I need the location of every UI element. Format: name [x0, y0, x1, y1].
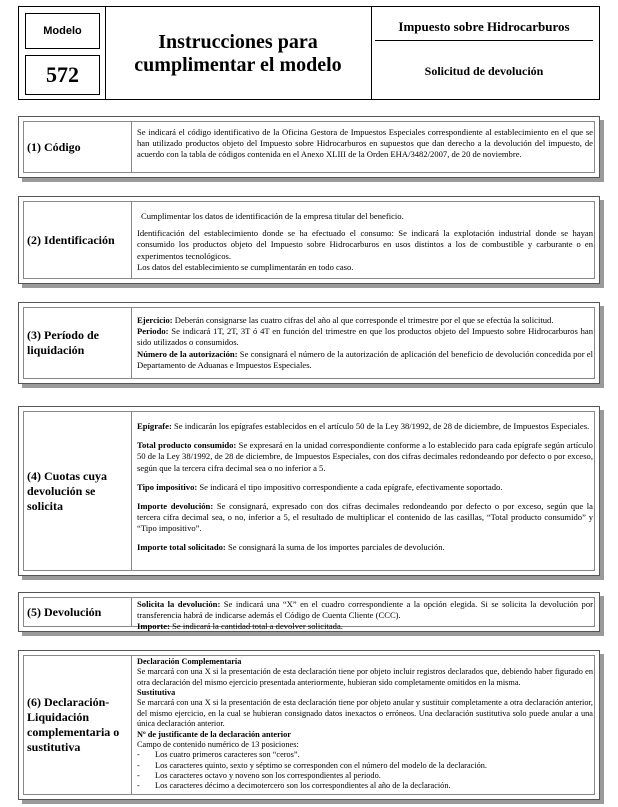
section-label: (6) Declaración-Liquidación complementaria o sustitutiva — [27, 695, 120, 754]
section-identificacion — [18, 196, 600, 284]
form-header — [18, 6, 600, 100]
section-text: Declaración Complementaria Se marcará con una X si la presentación de esta declaración tiene por objeto incluir registros declarados que, debiendo haber figurado en otra declaración del mismo ejercicio presentada anteriormente, hubieran sido completamente omitidos en la misma. Sustitutiva Se marcará con una X si la presentación de esta declaración tiene por objeto anular y sustituir completamente a otra declaración anterior, del mismo ejercicio, en la cual se hubieran consignado datos inexactos o erróneos. Una declaración sustitutiva solo puede anular a una única declaración anterior. Nº de justificante de la declaración anterior Campo de contenido numérico de 13 posiciones: - Los cuatro primeros caracteres son “ceros”. - Los caracteres quinto, sexto y séptimo se corresponden con el número del modelo de la declaración. - Los caracteres octavo y noveno son los correspondientes al periodo. - Los caracteres décimo a decimotercero son los correspondientes al año de la declaración. — [131, 655, 593, 795]
section-devolucion — [18, 592, 600, 632]
list-item: - Los cuatro primeros caracteres son “ceros”. — [137, 750, 300, 760]
list-item: - Los caracteres décimo a decimotercero son los correspondientes al año de la declaración. — [137, 781, 451, 791]
page-title: Instrucciones para cumplimentar el modelo — [134, 31, 342, 76]
section-label: (5) Devolución — [27, 604, 102, 619]
document-type: Solicitud de devolución — [424, 63, 544, 78]
section-label: (1) Código — [27, 139, 81, 154]
section-cuotas — [18, 406, 600, 576]
section-text: Se indicará el código identificativo de la Oficina Gestora de Impuestos Especiales correspondiente al establecimiento en el que se han utilizado productos objeto del Impuesto sobre Hidrocarburos en supuestos que dan derecho a la devolución del impuesto, de acuerdo con la tabla de códigos contenida en el Anexo XLIII de la Orden EHA/3482/2007, de 20 de noviembre. — [131, 121, 593, 173]
section-text: Ejercicio: Deberán consignarse las cuatro cifras del año al que corresponde el trimestre por el que se efectúa la solicitud. Periodo: Se indicará 1T, 2T, 3T ó 4T en función del trimestre en que los productos objeto del Impuesto sobre Hidrocarburos han sido utilizados o consumidos. Número de la autorización: Se consignará el número de la autorización de aplicación del beneficio de devolución concedida por el Departamento de Aduanas e Impuestos Especiales. — [131, 307, 593, 379]
section-codigo — [18, 116, 600, 178]
section-text: Solicita la devolución: Se indicará una “X” en el cuadro correspondiente a la opción elegida. Si se solicita la devolución por transferencia habrá de indicarse además el Código de Cuenta Cliente (CCC). Importe: Se indicará la cantidad total a devolver solicitada. — [131, 597, 593, 627]
section-label: (3) Período de liquidación — [27, 328, 99, 357]
list-item: - Los caracteres octavo y noveno son los correspondientes al periodo. — [137, 770, 381, 780]
modelo-label: Modelo — [25, 13, 100, 49]
section-label: (2) Identificación — [27, 232, 115, 247]
header-divider — [371, 7, 372, 99]
section-label: (4) Cuotas cuya devolución se solicita — [27, 468, 107, 513]
section-text: Epígrafe: Se indicarán los epígrafes establecidos en el artículo 50 de la Ley 38/1992, de 28 de diciembre, de Impuestos Especiales. Total producto consumido: Se expresará en la unidad correspondiente conforme a lo establecido para cada epígrafe según artículo 50 de la Ley 38/1992, de 28 de diciembre, de Impuestos Especiales, con dos cifras decimales redondeando por defecto o por exceso, según que la tercera cifra decimal sea o no inferior a 5. Tipo impositivo: Se indicará el tipo impositivo correspondiente a cada epígrafe, efectivamente soportado. Importe devolución: Se consignará, expresado con dos cifras decimales redondeando por defecto o por exceso, según que la tercera cifra decimal sea, o no, inferior a 5, el resultado de multiplicar el contenido de las casillas, “Total producto consumido” y “Tipo impositivo”. Importe total solicitado: Se consignará la suma de los importes parciales de devolución. — [131, 411, 593, 571]
section-text: Cumplimentar los datos de identificación de la empresa titular del beneficio. Identificación del establecimiento donde se ha efectuado el consumo: Se indicará la explotación industrial donde se hayan consumido los productos objeto del Impuesto sobre Hidrocarburos en usos distintos a los de combustible y carburante o en experimentos tecnológicos. Los datos del establecimiento se cumplimentarán en todo caso. — [131, 201, 593, 279]
section-complementaria — [18, 650, 600, 800]
list-item: - Los caracteres quinto, sexto y séptimo se corresponden con el número del modelo de la declaración. — [137, 760, 487, 770]
modelo-number: 572 — [25, 55, 100, 95]
section-periodo — [18, 302, 600, 384]
justificante-rules-list — [137, 750, 593, 791]
tax-name: Impuesto sobre Hidrocarburos — [375, 13, 593, 41]
